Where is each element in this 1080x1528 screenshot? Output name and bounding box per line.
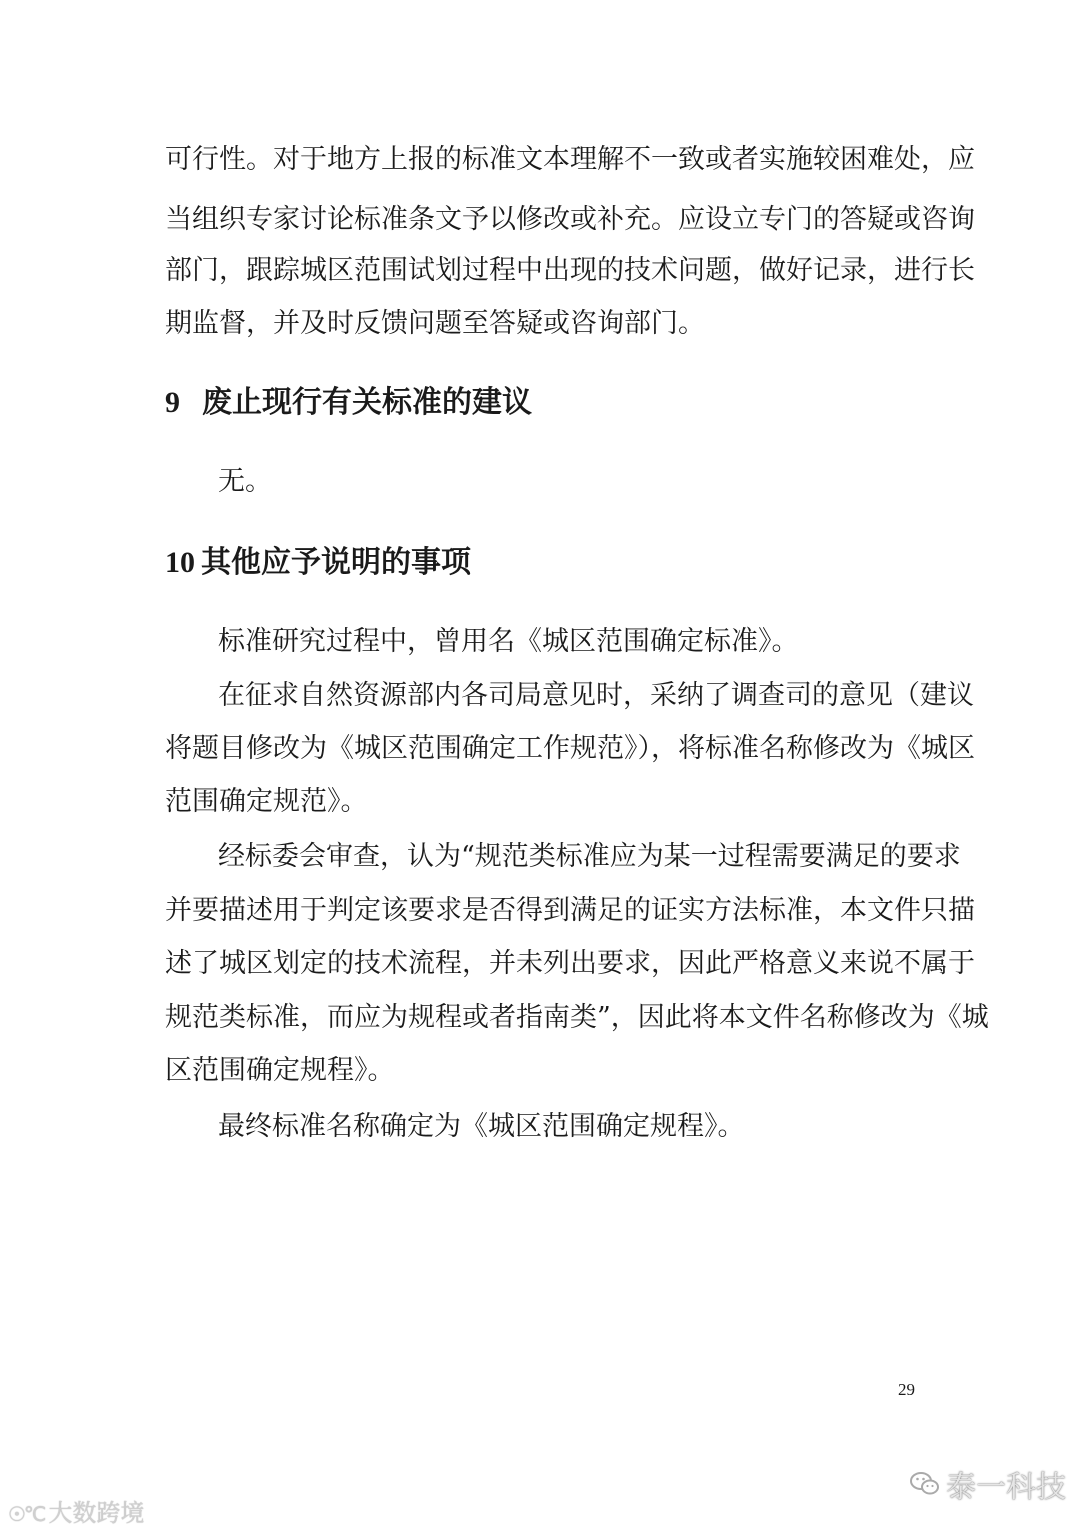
body-line: 述了城区划定的技术流程，并未列出要求，因此严格意义来说不属于 — [165, 948, 975, 979]
body-line: 最终标准名称确定为《城区范围确定规程》。 — [218, 1111, 745, 1142]
body-line: 规范类标准，而应为规程或者指南类”，因此将本文件名称修改为《城 — [165, 1002, 989, 1033]
body-line: 标准研究过程中，曾用名《城区范围确定标准》。 — [218, 626, 799, 657]
section-number: 10 — [165, 546, 195, 579]
body-line: 将题目修改为《城区范围确定工作规范》），将标准名称修改为《城区 — [165, 733, 975, 764]
body-line: 部门，跟踪城区范围试划过程中出现的技术问题，做好记录，进行长 — [165, 255, 975, 286]
body-line: 经标委会审查，认为“规范类标准应为某一过程需要满足的要求 — [218, 841, 961, 872]
body-line: 可行性。对于地方上报的标准文本理解不一致或者实施较困难处，应 — [165, 144, 975, 175]
watermark-left — [8, 1493, 144, 1528]
section-heading-10 — [165, 543, 471, 583]
watermark-logo-icon: ☉℃ — [8, 1502, 45, 1526]
body-line: 范围确定规范》。 — [165, 786, 368, 817]
body-line: 当组织专家讨论标准条文予以修改或补充。应设立专门的答疑或咨询 — [165, 204, 975, 235]
section-number: 9 — [165, 386, 180, 419]
body-line: 无。 — [218, 466, 272, 497]
section-title: 其他应予说明的事项 — [201, 545, 471, 580]
section-title: 废止现行有关标准的建议 — [202, 385, 532, 420]
section-heading-9 — [165, 383, 532, 423]
watermark-right-text: 泰一科技 — [946, 1470, 1066, 1505]
watermark-right — [910, 1462, 1066, 1506]
page-number: 29 — [898, 1380, 915, 1399]
body-line: 并要描述用于判定该要求是否得到满足的证实方法标准，本文件只描 — [165, 895, 975, 926]
watermark-left-text: 大数跨境 — [48, 1499, 145, 1527]
wechat-icon — [910, 1471, 940, 1504]
body-line: 在征求自然资源部内各司局意见时，采纳了调查司的意见（建议 — [218, 680, 974, 711]
body-line: 区范围确定规程》。 — [165, 1055, 395, 1086]
body-line: 期监督，并及时反馈问题至答疑或咨询部门。 — [165, 308, 705, 339]
